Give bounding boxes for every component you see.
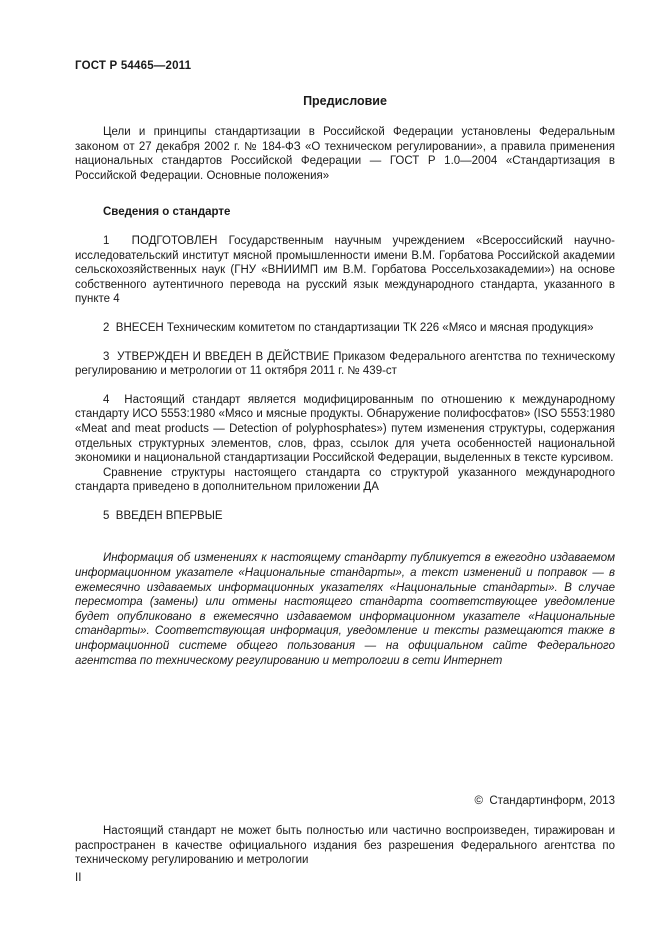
standard-item-2: 2 ВНЕСЕН Техническим комитетом по стандартизации ТК 226 «Мясо и мясная продукция» [103,321,594,334]
page-number: II [75,872,82,884]
page-title: Предисловие [303,94,387,108]
standard-item-3: 3 УТВЕРЖДЕН И ВВЕДЕН В ДЕЙСТВИЕ Приказом Федерального агентства по техническому регулированию и метрологии от 11 октября 2011 г. № 439-ст [75,350,615,378]
copyright-notice: © Стандартинформ, 2013 [474,795,615,807]
standard-item-5: 5 ВВЕДЕН ВПЕРВЫЕ [103,509,223,522]
reproduction-restriction-note: Настоящий стандарт не может быть полностью или частично воспроизведен, тиражирован и распространен в качестве официального издания без разрешения Федерального агентства по техническому регулированию и метрологии [75,825,615,867]
intro-paragraph: Цели и принципы стандартизации в Российской Федерации установлены Федеральным законом от 27 декабря 2002 г. № 184-ФЗ «О техническом регулировании», а правила применения национальных стандартов Российской Федерации — ГОСТ Р 1.0—2004 «Стандартизация в Российской Федерации. Основные положения» [75,126,615,182]
standard-item-1: 1 ПОДГОТОВЛЕН Государственным научным учреждением «Всероссийский научно-исследовательский институт мясной промышленности имени В.М. Горбатова Российской академии сельскохозяйственных наук (ГНУ «ВНИИМП им В.М. Горбатова Россельхозакадемии») на основе собственного аутентичного перевода на русский язык международного стандарта, указанного в пункте 4 [75,234,615,306]
changes-information-note: Информация об изменениях к настоящему стандарту публикуется в ежегодно издаваемом информационном указателе «Национальные стандарты», а текст изменений и поправок — в ежемесячно издаваемых информационных указателях «Национальные стандарты». В случае пересмотра (замены) или отмены настоящего стандарта соответствующее уведомление будет опубликовано в ежемесячно издаваемом информационном указателе «Национальные стандарты». Соответствующая информация, уведомление и тексты размещаются также в информационной системе общего пользования — на официальном сайте Федерального агентства по техническому регулированию и метрологии в сети Интернет [75,552,615,667]
document-header: ГОСТ Р 54465—2011 [75,60,192,72]
section-heading-standard-info: Сведения о стандарте [103,206,231,219]
standard-item-4: 4 Настоящий стандарт является модифицированным по отношению к международному стандарту ИСО 5553:1980 «Мясо и мясные продукты. Обнаружение полифосфатов» (ISO 5553:1980 «Meat and meat products — Detection of polyphosphates») путем изменения структуры, содержания отдельных структурных элементов, слов, фраз, ссылок для учета особенностей национальной экономики и национальной стандартизации Российской Федерации, выделенных в тексте курсивом. [75,393,615,465]
standard-item-4-continued: Сравнение структуры настоящего стандарта со структурой указанного международного стандарта приведено в дополнительном приложении ДА [75,466,615,494]
